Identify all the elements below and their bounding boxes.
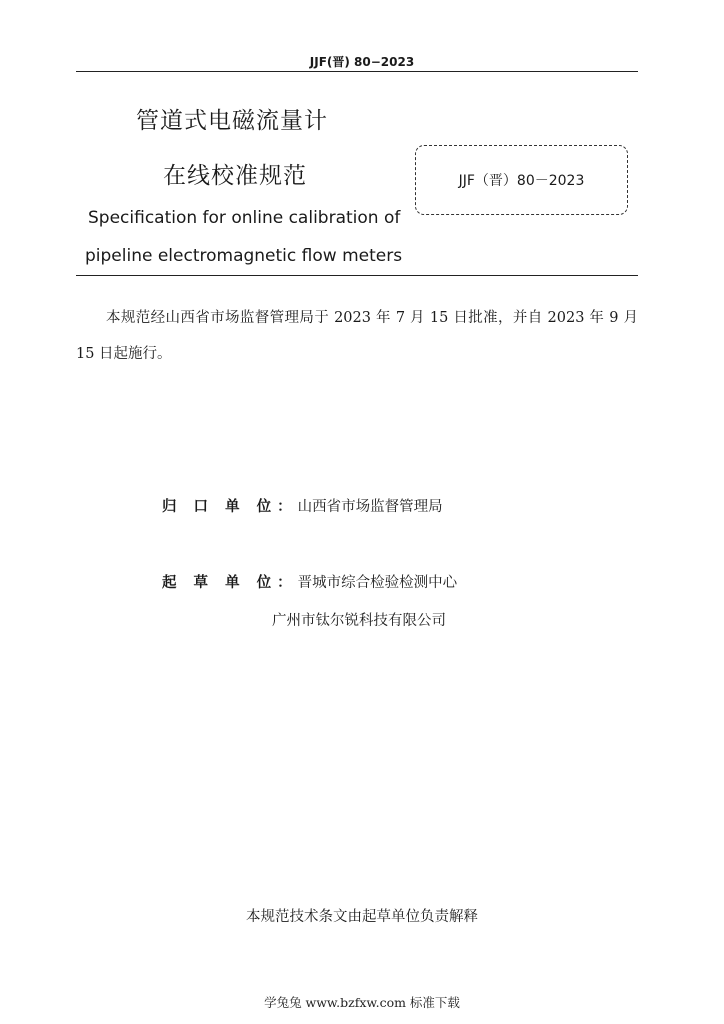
top-divider: [76, 71, 638, 72]
title-english-line-1: Specification for online calibration of: [88, 208, 401, 228]
drafting-unit-row: [162, 571, 457, 592]
title-chinese-line-1: 管道式电磁流量计: [136, 108, 328, 134]
drafting-unit-value-1: 晋城市综合检验检测中心: [297, 575, 458, 591]
header-standard-code: JJF(晋) 80−2023: [309, 55, 415, 69]
drafting-unit-value-2: 广州市钛尔锐科技有限公司: [272, 613, 446, 629]
title-chinese-line-2: 在线校准规范: [163, 163, 307, 189]
site-watermark: 学兔兔 www.bzfxw.com 标准下载: [264, 995, 460, 1010]
interpretation-note: 本规范技术条文由起草单位负责解释: [246, 909, 478, 925]
responsible-unit-value: 山西省市场监督管理局: [297, 499, 443, 515]
approval-statement: 本规范经山西省市场监督管理局于 2023 年 7 月 15 日批准，并自 2023 年 9 月 15 日起施行。: [76, 310, 638, 362]
standard-code-text: JJF（晋）80－2023: [458, 173, 585, 189]
title-bottom-divider: [76, 275, 638, 276]
title-english-line-2: pipeline electromagnetic flow meters: [85, 246, 403, 266]
standard-code-box: [415, 145, 628, 215]
drafting-unit-label: 起 草 单 位：: [162, 575, 298, 591]
responsible-unit-label: 归 口 单 位：: [162, 499, 298, 515]
responsible-unit-row: [162, 495, 443, 516]
